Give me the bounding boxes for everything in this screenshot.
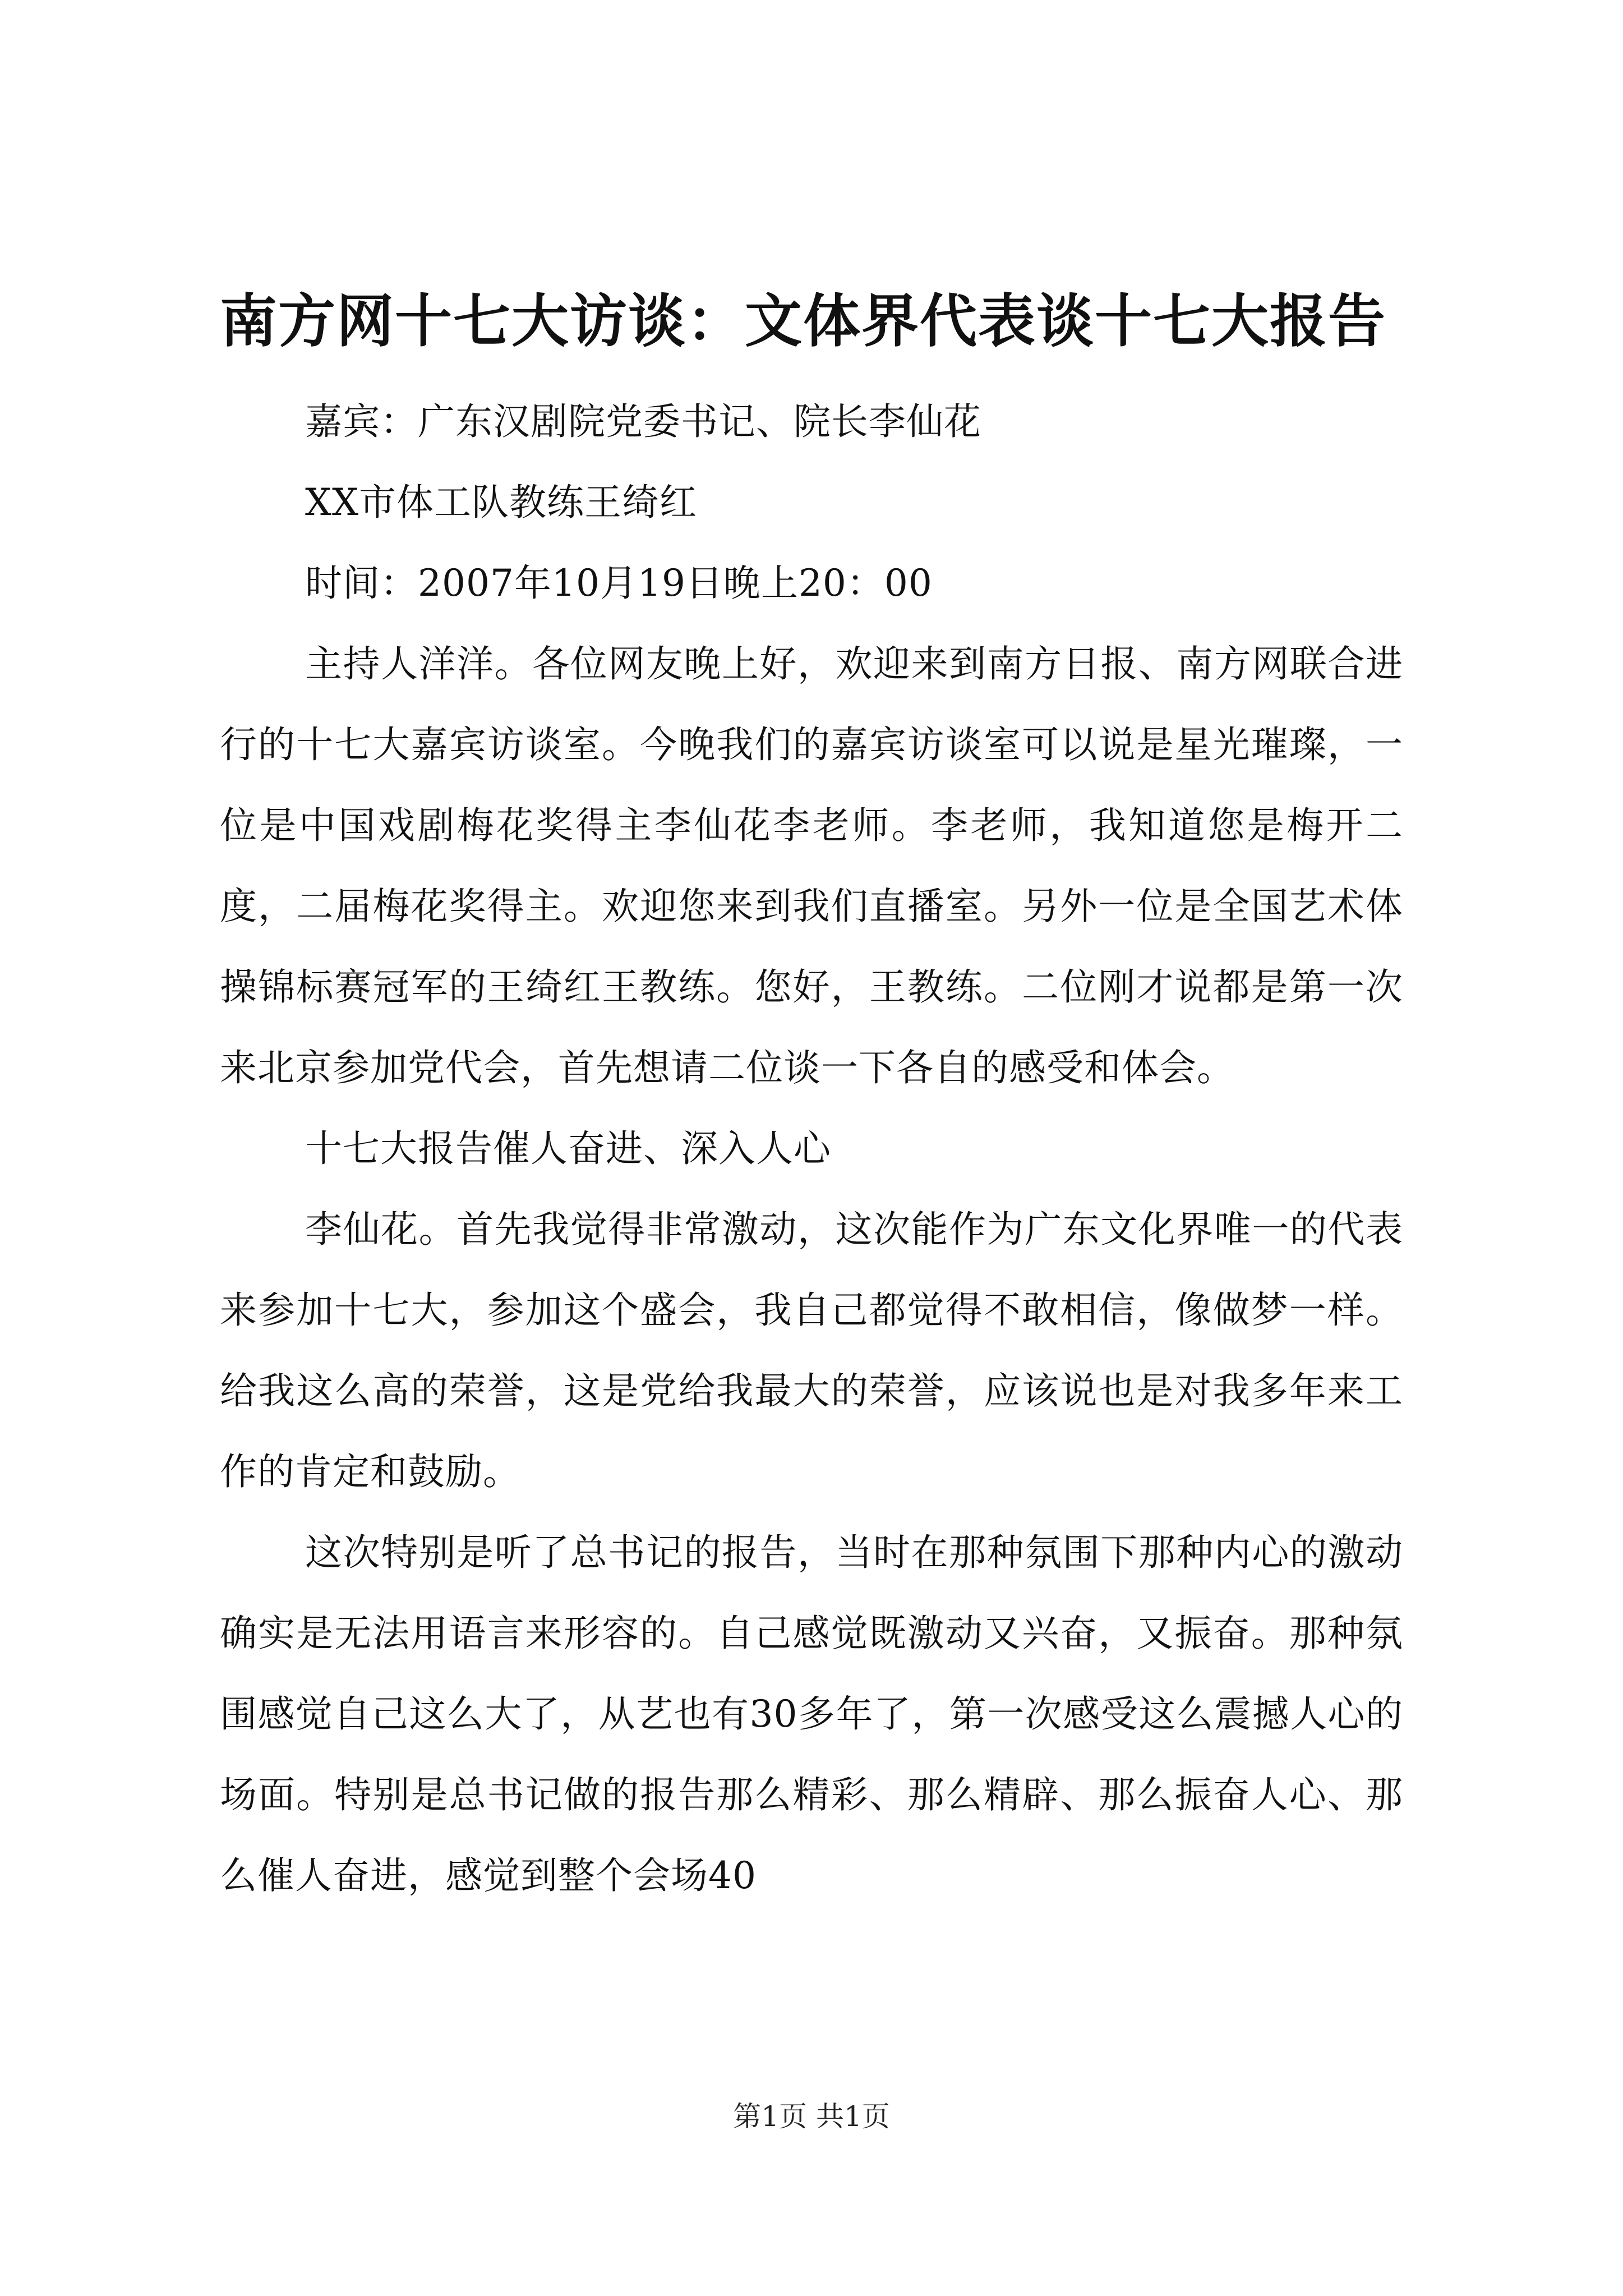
report-paragraph: 这次特别是听了总书记的报告，当时在那种氛围下那种内心的激动确实是无法用语言来形容的。自己感觉既激动又兴奋，又振奋。那种氛围感觉自己这么大了，从艺也有30多年了，第一次感受这么震撼人心的场面。特别是总书记做的报告那么精彩、那么精辟、那么振奋人心、那么催人奋进，感觉到整个会场40 — [220, 1531, 1403, 1897]
li-xianhua-paragraph: 李仙花。首先我觉得非常激动，这次能作为广东文化界唯一的代表来参加十七大，参加这个盛会，我自己都觉得不敢相信，像做梦一样。给我这么高的荣誉，这是党给我最大的荣誉，应该说也是对我多年来工作的肯定和鼓励。 — [220, 1208, 1403, 1493]
time-line: 时间：2007年10月19日晚上20：00 — [305, 562, 933, 605]
guest-line-1: 嘉宾：广东汉剧院党委书记、院长李仙花 — [305, 400, 981, 443]
document-title: 南方网十七大访谈：文体界代表谈十七大报告 — [220, 288, 1386, 355]
host-paragraph: 主持人洋洋。各位网友晚上好，欢迎来到南方日报、南方网联合进行的十七大嘉宾访谈室。今晚我们的嘉宾访谈室可以说是星光璀璨，一位是中国戏剧梅花奖得主李仙花李老师。李老师，我知道您是梅开二度，二届梅花奖得主。欢迎您来到我们直播室。另外一位是全国艺术体操锦标赛冠军的王绮红王教练。您好，王教练。二位刚才说都是第一次来北京参加党代会，首先想请二位谈一下各自的感受和体会。 — [220, 642, 1403, 1089]
guest-line-2: XX市体工队教练王绮红 — [305, 481, 697, 524]
section-heading: 十七大报告催人奋进、深入人心 — [305, 1127, 831, 1170]
page-footer: 第1页 共1页 — [733, 2100, 890, 2133]
document-body — [220, 381, 1403, 1916]
